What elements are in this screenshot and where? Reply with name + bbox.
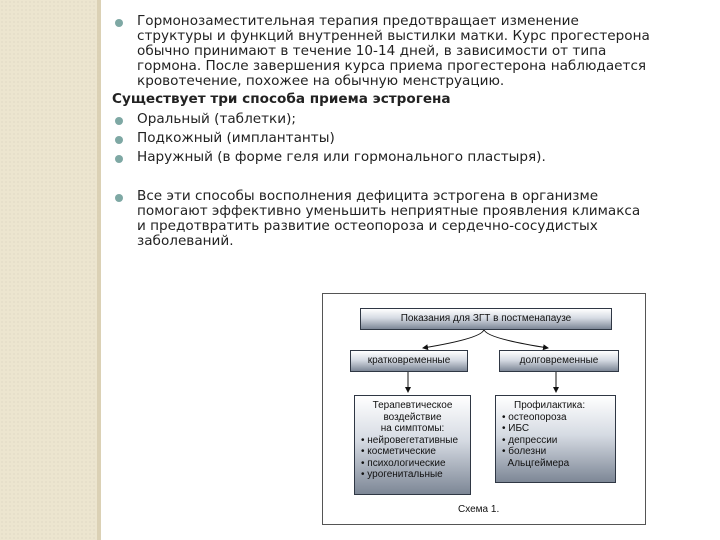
text-line: структуры и функций внутренней выстилки матки. Курс прогестерона: [137, 28, 650, 44]
panel-item: • остеопороза: [502, 411, 567, 423]
bullet-paragraph-summary: [112, 189, 692, 249]
panel-item: • психологические: [361, 457, 446, 469]
decorative-side-band: [0, 0, 97, 540]
panel-item: • ИБС: [502, 423, 530, 434]
text-line: и предотвратить развитие остеопороза и сердечно-сосудистых: [137, 218, 598, 234]
bullet-paragraph-hrt: [112, 14, 692, 89]
bullet-dot-icon: [115, 136, 123, 144]
text-line: помогают эффективно уменьшить неприятные проявления климакса: [137, 203, 641, 219]
panel-item: Альцгеймера: [502, 457, 570, 469]
panel-item: • депрессии: [502, 434, 558, 446]
method-item-external: [112, 150, 692, 165]
text-line: заболеваний.: [137, 233, 234, 249]
text-line: Все эти способы восполнения дефицита эстрогена в организме: [137, 188, 599, 204]
method-label: Оральный (таблетки);: [137, 111, 296, 127]
panel-item: • косметические: [361, 446, 436, 457]
text-line: обычно принимают в течение 10-14 дней, в зависимости от типа: [137, 43, 607, 59]
scheme-top-box: Показания для ЗГТ в постменапаузе: [360, 308, 612, 330]
panel-item: • урогенитальные: [361, 469, 443, 480]
therapeutic-effect-panel: [354, 395, 471, 495]
slide-content: [112, 14, 692, 249]
method-item-oral: [112, 112, 692, 127]
text-line: гормона. После завершения курса приема прогестерона наблюдается: [137, 58, 647, 74]
arrow-to-long-term: [484, 329, 548, 348]
bullet-dot-icon: [115, 19, 123, 27]
text-line: кровотечение, похожее на обычную менструацию.: [137, 73, 505, 89]
panel-title: Профилактика:: [514, 400, 586, 411]
decorative-side-rule: [97, 0, 101, 540]
scheme-caption: Схема 1.: [458, 504, 500, 515]
text-line: Гормонозаместительная терапия предотвращает изменение: [137, 13, 579, 29]
panel-item: • болезни: [502, 446, 547, 457]
hrt-indications-scheme: [322, 293, 646, 525]
short-term-box: кратковременные: [350, 350, 468, 372]
bullet-dot-icon: [115, 117, 123, 125]
prevention-panel: [495, 395, 616, 483]
panel-title: воздействие: [383, 411, 442, 423]
method-item-subcutaneous: [112, 131, 692, 146]
panel-item: • нейровегетативные: [361, 434, 459, 446]
method-label: Подкожный (имплантанты): [137, 130, 335, 146]
bullet-dot-icon: [115, 194, 123, 202]
panel-title: на симптомы:: [380, 423, 445, 434]
method-label: Наружный (в форме геля или гормонального пластыря).: [137, 149, 546, 165]
long-term-box: долговременные: [499, 350, 619, 372]
arrow-to-short-term: [423, 329, 484, 348]
bullet-dot-icon: [115, 155, 123, 163]
panel-title: Терапевтическое: [372, 400, 453, 411]
section-heading: Существует три способа приема эстрогена: [112, 91, 451, 107]
